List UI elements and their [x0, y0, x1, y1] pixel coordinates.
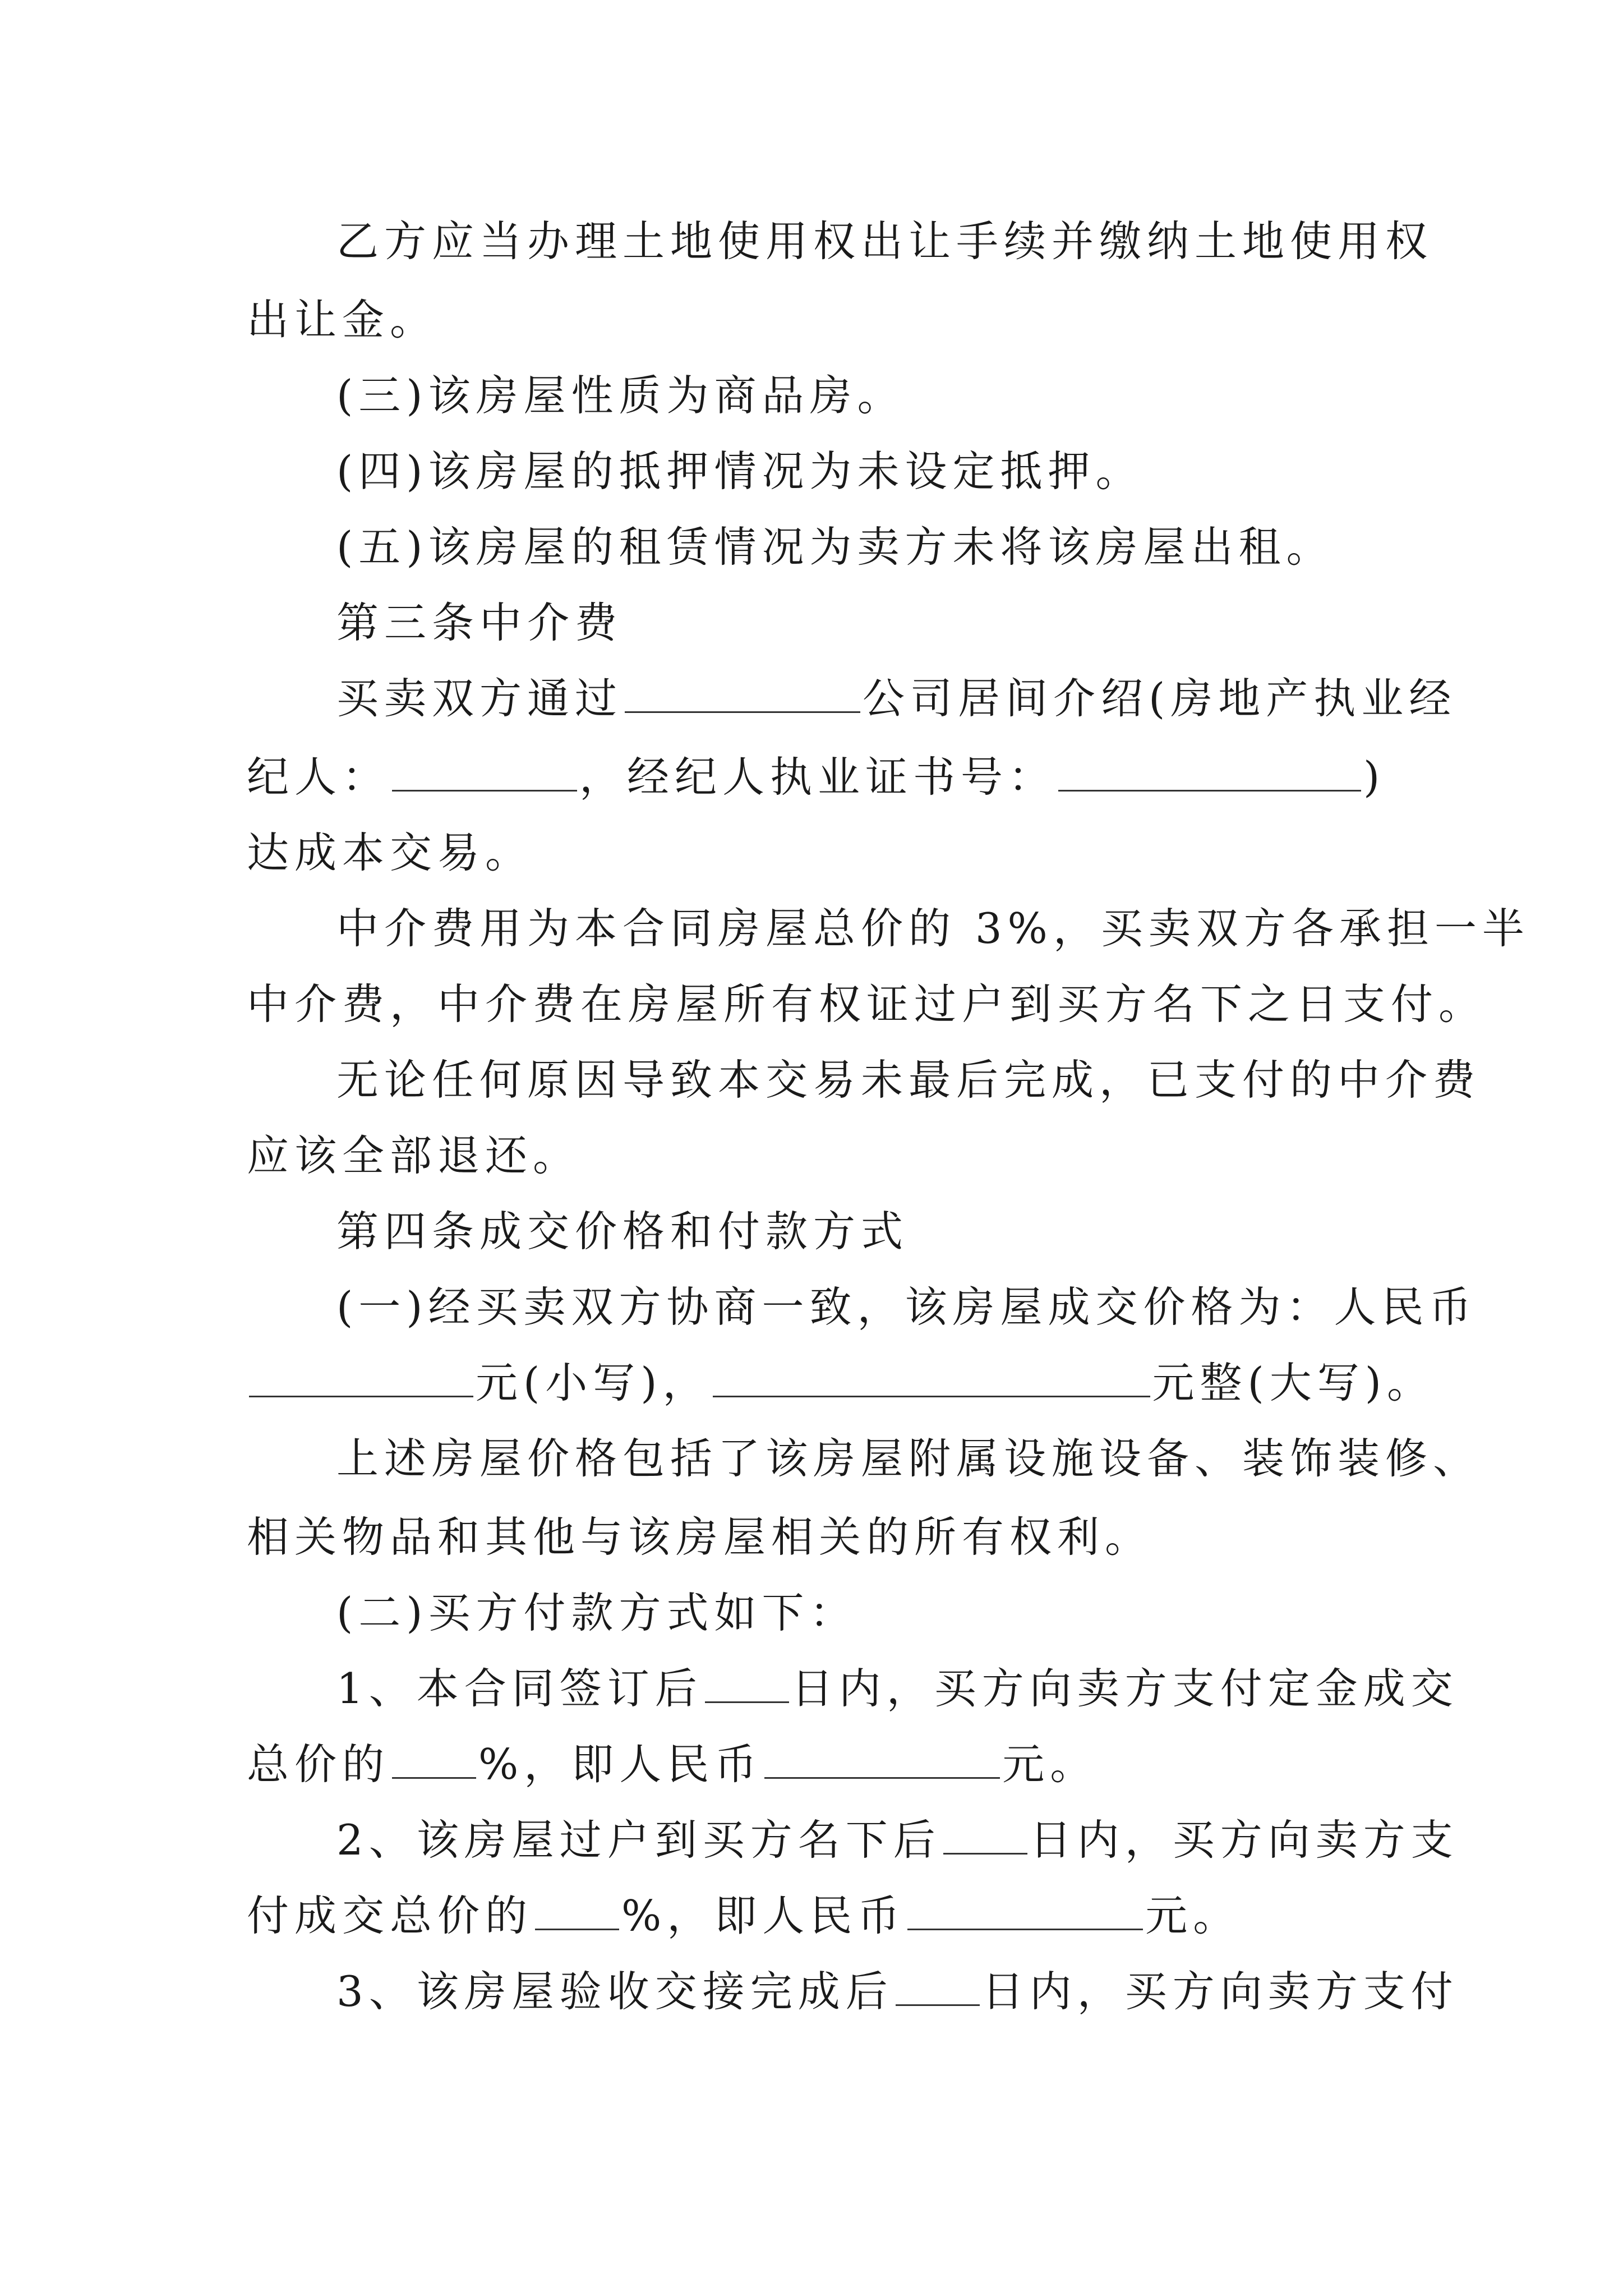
section-heading: 第四条成交价格和付款方式 — [336, 1207, 909, 1256]
text-line — [247, 1888, 1241, 1944]
text-line — [247, 1355, 1435, 1411]
text-line: 相关物品和其他与该房屋相关的所有权利。 — [247, 1512, 1153, 1562]
text-segment: 元整(大写)。 — [1152, 1358, 1435, 1407]
text-segment: 元(小写)， — [476, 1358, 711, 1407]
text-segment: 1、本合同签订后 — [336, 1664, 703, 1713]
text-segment: 日内，买方向卖方支 — [1029, 1815, 1459, 1865]
amount-blank — [907, 1893, 1143, 1930]
text-segment: ，经纪人执业证书号： — [579, 752, 1057, 802]
price-words-blank — [713, 1360, 1150, 1397]
text-line: 中介费，中介费在房屋所有权证过户到买方名下之日支付。 — [247, 979, 1487, 1029]
text-segment: 元。 — [1145, 1891, 1241, 1940]
text-line: 应该全部退还。 — [247, 1131, 581, 1180]
text-segment: 日内，买方向卖方支付 — [981, 1967, 1459, 2016]
text-line — [247, 749, 1385, 805]
text-line — [336, 670, 1456, 726]
text-line: (一)经买卖双方协商一致，该房屋成交价格为：人民币 — [336, 1282, 1477, 1332]
text-segment: 买卖双方通过 — [336, 674, 623, 723]
text-line: 上述房屋价格包括了该房屋附属设施设备、装饰装修、 — [336, 1434, 1481, 1483]
text-line: 出让金。 — [247, 295, 438, 344]
price-figures-blank — [249, 1360, 473, 1397]
text-line: (三)该房屋性质为商品房。 — [336, 371, 905, 420]
company-name-blank — [625, 675, 860, 713]
days-blank — [896, 1968, 980, 2006]
text-segment: 总价的 — [247, 1740, 390, 1789]
days-blank — [705, 1665, 789, 1703]
percent-blank — [392, 1741, 476, 1779]
text-segment: %，即人民币 — [478, 1740, 763, 1789]
text-segment: ) — [1363, 752, 1386, 802]
text-segment: 付成交总价的 — [247, 1891, 533, 1940]
text-line — [247, 1736, 1098, 1792]
text-line: 达成本交易。 — [247, 828, 533, 877]
text-line: (二)买方付款方式如下： — [336, 1588, 857, 1637]
text-line: (四)该房屋的抵押情况为未设定抵押。 — [336, 447, 1144, 496]
days-blank — [943, 1817, 1027, 1855]
agent-name-blank — [392, 754, 577, 792]
text-segment: 纪人： — [247, 752, 390, 802]
text-segment: %，即人民币 — [621, 1891, 906, 1940]
section-heading: 第三条中介费 — [336, 598, 623, 647]
text-line: 中介费用为本合同房屋总价的 3%，买卖双方各承担一半 — [336, 904, 1530, 953]
text-segment: 3、该房屋验收交接完成后 — [336, 1967, 893, 2016]
text-segment: 元。 — [1002, 1740, 1098, 1789]
text-line: (五)该房屋的租赁情况为卖方未将该房屋出租。 — [336, 522, 1334, 572]
text-segment: 公司居间介绍(房地产执业经 — [863, 674, 1457, 723]
certificate-number-blank — [1058, 754, 1361, 792]
text-segment: 2、该房屋过户到买方名下后 — [336, 1815, 941, 1865]
text-line — [336, 1963, 1459, 2019]
text-segment: 日内，买方向卖方支付定金成交 — [791, 1664, 1459, 1713]
text-line — [336, 1812, 1459, 1868]
text-line: 无论任何原因导致本交易未最后完成，已支付的中介费 — [336, 1055, 1481, 1105]
text-line — [336, 1660, 1459, 1717]
text-line: 乙方应当办理土地使用权出让手续并缴纳土地使用权 — [336, 217, 1433, 266]
percent-blank — [535, 1893, 619, 1930]
amount-blank — [764, 1741, 1000, 1779]
